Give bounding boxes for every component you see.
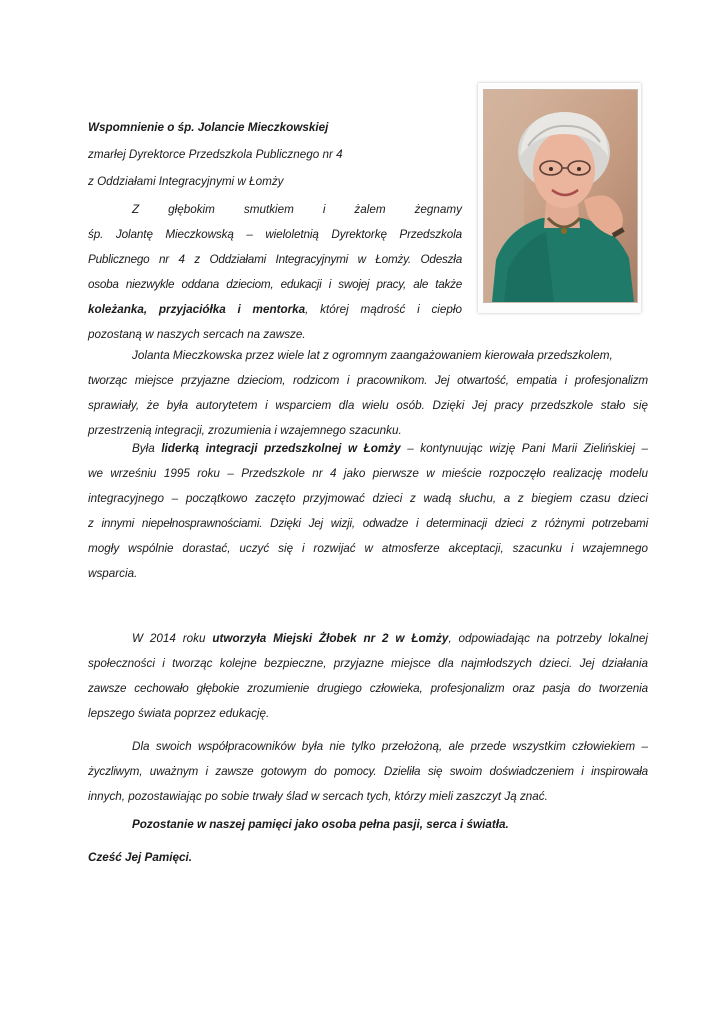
paragraph-3 <box>88 436 648 586</box>
p1-line-6: pozostaną w naszych sercach na zawsze. <box>88 328 306 341</box>
paragraph-5 <box>88 734 648 809</box>
p1-line-1: Z głębokim smutkiem i żalem żegnamy <box>132 203 462 216</box>
p1-line-4: osoba niezwykle oddana dzieciom, edukacji i swojej pracy, ale także <box>88 278 462 291</box>
p2-line-1: Jolanta Mieczkowska przez wiele lat z ogromnym zaangażowaniem kierowała przedszkolem, <box>132 349 613 362</box>
p4-line-1-rest: , odpowiadając na potrzeby lokalnej <box>448 632 648 645</box>
p2-line-3: sprawiały, że była autorytetem i wsparciem dla wielu osób. Dzięki Jej pracy przedszkole stało się <box>88 399 648 412</box>
p1-line-2: śp. Jolantę Mieczkowską – wieloletnią Dyrektorkę Przedszkola <box>88 228 462 241</box>
p2-line-4: przestrzenią integracji, zrozumienia i wzajemnego szacunku. <box>88 424 402 437</box>
p3-line-3: integracyjnego – początkowo zaczęto przyjmować dzieci z wadą słuchu, a z biegiem czasu dzieci <box>88 492 648 505</box>
p3-line-1-rest: – kontynuując wizję Pani Marii Zielińskiej – <box>400 442 649 455</box>
closing-signature: Cześć Jej Pamięci. <box>88 851 192 864</box>
p5-line-3: innych, pozostawiając po sobie trwały ślad w sercach tych, którzy mieli zaszczyt Ją znać. <box>88 790 548 803</box>
closing-sentence: Pozostanie w naszej pamięci jako osoba pełna pasji, serca i światła. <box>132 818 509 831</box>
p1-line-3: Publicznego nr 4 z Oddziałami Integracyjnymi w Łomży. Odeszła <box>88 253 462 266</box>
p3-line-6: wsparcia. <box>88 567 138 580</box>
portrait-image <box>483 89 638 303</box>
p5-line-1: Dla swoich współpracowników była nie tylko przełożoną, ale przede wszystkim człowiekiem – <box>132 740 648 753</box>
p4-bold-phrase: utworzyła Miejski Żłobek nr 2 w Łomży <box>212 632 449 645</box>
p3-line-1-pre: Była <box>132 442 162 455</box>
p1-bold-phrase: koleżanka, przyjaciółka i mentorka <box>88 303 306 316</box>
paragraph-4 <box>88 626 648 726</box>
p1-line-5 <box>88 297 462 322</box>
paragraph-2 <box>88 343 648 443</box>
p4-line-4: lepszego świata poprzez edukację. <box>88 707 270 720</box>
p4-line-1 <box>88 626 648 651</box>
p4-line-3: zawsze cechowało głębokie zrozumienie drugiego człowieka, profesjonalizm oraz pasja do tworzenia <box>88 682 648 695</box>
p1-line-5-rest: , której mądrość i ciepło <box>305 303 462 316</box>
p4-line-2: społeczności i tworząc kolejne bezpieczne, przyjazne miejsce dla najmłodszych dzieci. Jej działania <box>88 657 648 670</box>
p5-line-2: życzliwym, uważnym i zawsze gotowym do pomocy. Dzieliła się swoim doświadczeniem i inspirowała <box>88 765 648 778</box>
p3-line-1 <box>88 436 648 461</box>
document-title: Wspomnienie o śp. Jolancie Mieczkowskiej <box>88 121 329 134</box>
header-line-2: zmarłej Dyrektorce Przedszkola Publicznego nr 4 <box>88 148 343 161</box>
portrait-photo <box>478 83 641 313</box>
p3-line-4: z innymi niepełnosprawnościami. Dzięki Jej wizji, odwadze i determinacji dzieci z różnymi potrzebami <box>88 517 648 530</box>
p4-line-1-pre: W 2014 roku <box>132 632 213 645</box>
header-block <box>88 114 343 195</box>
p3-bold-phrase: liderką integracji przedszkolnej w Łomży <box>161 442 401 455</box>
p3-line-5: mogły wspólnie dorastać, uczyć się i rozwijać w atmosferze akceptacji, szacunku i wzajemnego <box>88 542 648 555</box>
p2-line-2: tworząc miejsce przyjazne dzieciom, rodzicom i pracownikom. Jej otwartość, empatia i profesjonalizm <box>88 374 648 387</box>
header-line-3: z Oddziałami Integracyjnymi w Łomży <box>88 175 284 188</box>
paragraph-1 <box>88 197 462 347</box>
p3-line-2: we wrześniu 1995 roku – Przedszkole nr 4 jako pierwsze w mieście rozpoczęło realizację modelu <box>88 467 648 480</box>
